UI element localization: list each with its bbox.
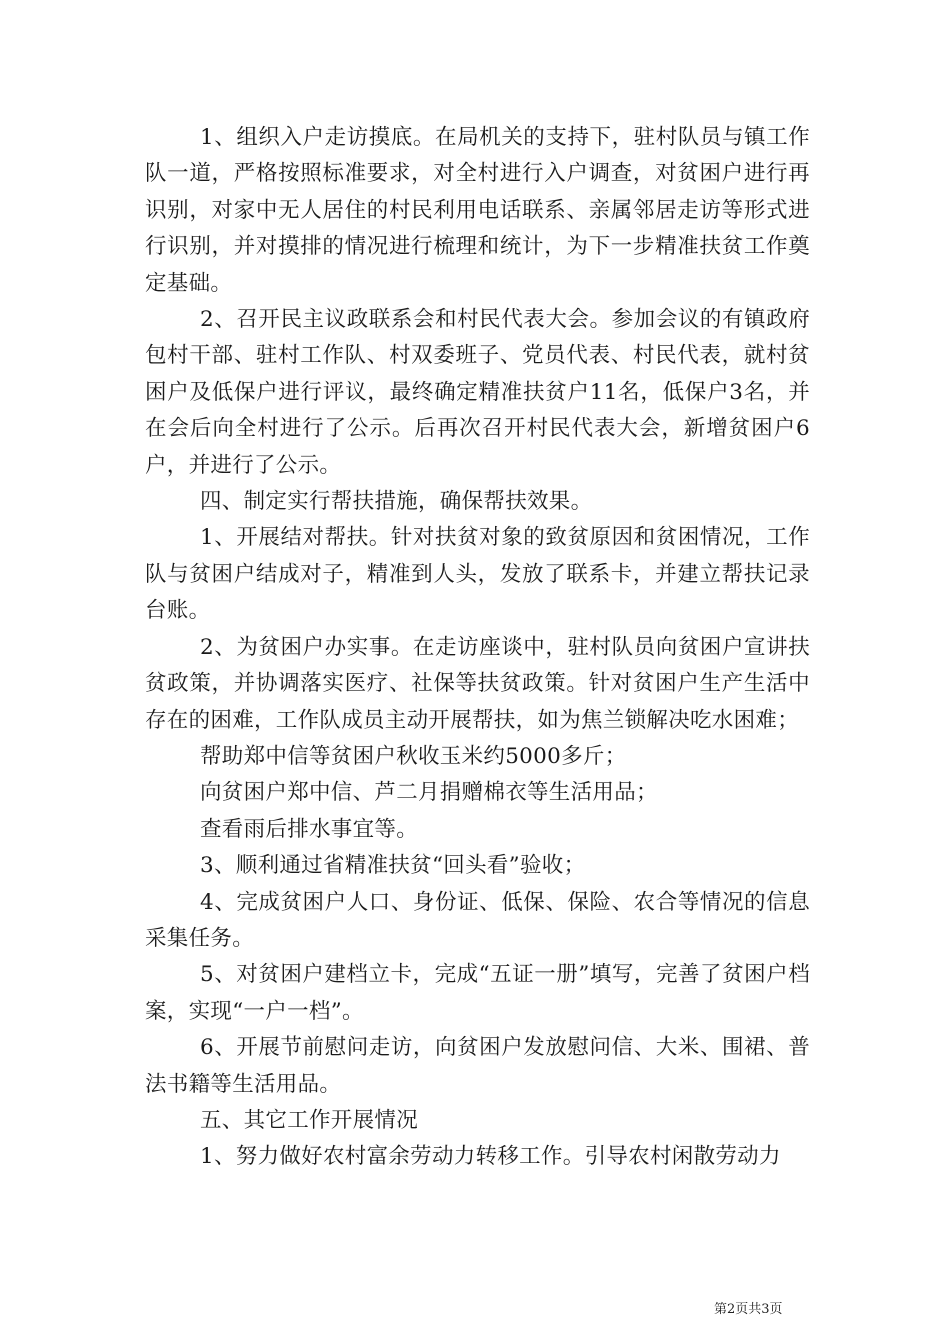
- paragraph-10: 5、对贫困户建档立卡，完成“五证一册”填写，完善了贫困户档案，实现“一户一档”。: [145, 962, 810, 1024]
- section-heading-4: 四、制定实行帮扶措施，确保帮扶效果。: [200, 489, 593, 515]
- paragraph-6: 向贫困户郑中信、芦二月捐赠棉衣等生活用品；: [200, 780, 658, 806]
- paragraph-7: 查看雨后排水事宜等。: [200, 816, 419, 842]
- paragraph-5: 帮助郑中信等贫困户秋收玉米约5000多斤；: [200, 743, 627, 769]
- paragraph-1: 1、组织入户走访摸底。在局机关的支持下，驻村队员与镇工作队一道，严格按照标准要求，对全村进行入户调查，对贫困户进行再识别，对家中无人居住的村民利用电话联系、亲属邻居走访等形式进行识别，并对摸排的情况进行梳理和统计，为下一步精准扶贫工作奠定基础。: [145, 125, 810, 296]
- paragraph-4: 2、为贫困户办实事。在走访座谈中，驻村队员向贫困户宣讲扶贫政策，并协调落实医疗、社保等扶贫政策。针对贫困户生产生活中存在的困难，工作队成员主动开展帮扶，如为焦兰锁解决吃水困难；: [145, 634, 810, 733]
- paragraph-3: 1、开展结对帮扶。针对扶贫对象的致贫原因和贫困情况，工作队与贫困户结成对子，精准到人头，发放了联系卡，并建立帮扶记录台账。: [145, 525, 810, 624]
- section-heading-5: 五、其它工作开展情况: [200, 1107, 419, 1133]
- document-body: [145, 120, 810, 1176]
- paragraph-8: 3、顺利通过省精准扶贫“回头看”验收；: [200, 853, 586, 879]
- paragraph-11: 6、开展节前慰问走访，向贫困户发放慰问信、大米、围裙、普法书籍等生活用品。: [145, 1035, 810, 1097]
- paragraph-9: 4、完成贫困户人口、身份证、低保、保险、农合等情况的信息采集任务。: [145, 889, 810, 951]
- paragraph-2: 2、召开民主议政联系会和村民代表大会。参加会议的有镇政府包村干部、驻村工作队、村双委班子、党员代表、村民代表，就村贫困户及低保户进行评议，最终确定精准扶贫户11名，低保户3名，并在会后向全村进行了公示。后再次召开村民代表大会，新增贫困户6户，并进行了公示。: [145, 307, 810, 478]
- page-number-footer: 第2页共3页: [714, 1302, 783, 1317]
- paragraph-12: 1、努力做好农村富余劳动力转移工作。引导农村闲散劳动力: [200, 1144, 781, 1170]
